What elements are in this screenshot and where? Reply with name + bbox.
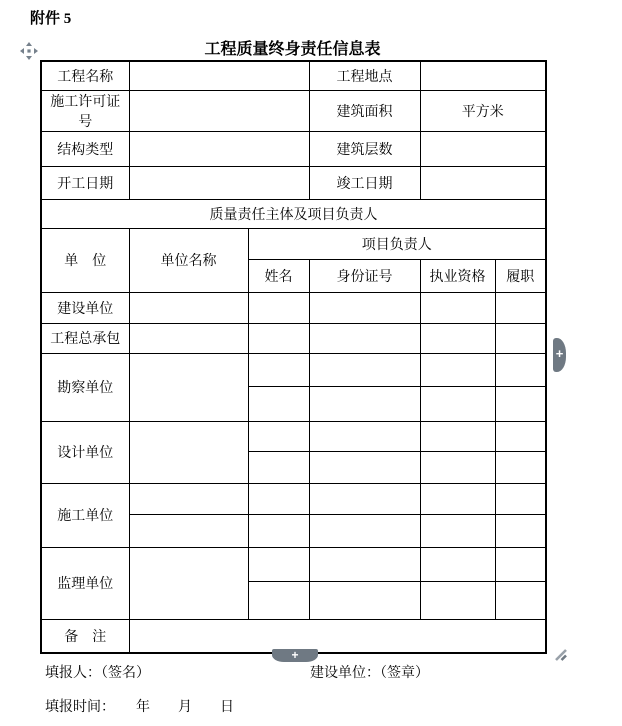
input-cell[interactable] [309, 451, 420, 483]
table-row [41, 131, 546, 166]
input-cell[interactable] [129, 292, 248, 323]
table-row [41, 61, 546, 90]
input-cell[interactable] [248, 386, 309, 421]
input-cell[interactable] [248, 514, 309, 547]
input-cell[interactable] [129, 514, 248, 547]
project-location-input-cell[interactable] [420, 61, 546, 90]
col-header-duty: 履职 [495, 259, 546, 292]
input-cell[interactable] [495, 421, 546, 451]
input-cell[interactable] [495, 451, 546, 483]
permit-number-input-cell[interactable] [129, 90, 309, 131]
input-cell[interactable] [420, 292, 495, 323]
input-cell[interactable] [495, 514, 546, 547]
input-cell[interactable] [420, 514, 495, 547]
input-cell[interactable] [495, 581, 546, 619]
input-cell[interactable] [420, 353, 495, 386]
input-cell[interactable] [129, 353, 248, 421]
unit-label-survey: 勘察单位 [41, 353, 129, 421]
input-cell[interactable] [248, 581, 309, 619]
input-cell[interactable] [309, 514, 420, 547]
input-cell[interactable] [248, 547, 309, 581]
table-move-handle-icon[interactable] [20, 42, 38, 60]
project-name-input-cell[interactable] [129, 61, 309, 90]
input-cell[interactable] [495, 292, 546, 323]
input-cell[interactable] [495, 547, 546, 581]
start-date-input-cell[interactable] [129, 166, 309, 199]
input-cell[interactable] [248, 353, 309, 386]
move-arrows-icon [20, 42, 38, 60]
add-row-handle[interactable] [272, 649, 318, 662]
unit-label-construction-owner: 建设单位 [41, 292, 129, 323]
input-cell[interactable] [248, 323, 309, 353]
unit-label-supervision: 监理单位 [41, 547, 129, 619]
input-cell[interactable] [420, 483, 495, 514]
col-header-id-number: 身份证号 [309, 259, 420, 292]
table-row [41, 292, 546, 323]
structure-type-label-cell: 结构类型 [41, 131, 129, 166]
unit-label-builder: 施工单位 [41, 483, 129, 547]
input-cell[interactable] [420, 451, 495, 483]
responsibility-form-table [40, 60, 547, 654]
table-resize-handle-icon[interactable] [555, 648, 567, 660]
input-cell[interactable] [129, 323, 248, 353]
table-title: 工程质量终身责任信息表 [204, 41, 381, 58]
input-cell[interactable] [309, 421, 420, 451]
col-header-name: 姓名 [248, 259, 309, 292]
builder-seal-label: 建设单位：（签章） [310, 666, 429, 681]
input-cell[interactable] [129, 483, 248, 514]
unit-label-design: 设计单位 [41, 421, 129, 483]
col-header-unit: 单 位 [41, 228, 129, 292]
project-location-label-cell: 工程地点 [309, 61, 420, 90]
input-cell[interactable] [495, 353, 546, 386]
floor-count-label-cell: 建筑层数 [309, 131, 420, 166]
section-header-cell: 质量责任主体及项目负责人 [41, 199, 546, 228]
remark-input-cell[interactable] [129, 619, 546, 653]
table-row [41, 421, 546, 451]
plus-icon: + [291, 648, 299, 662]
building-area-unit-cell[interactable]: 平方米 [420, 90, 546, 131]
table-row [41, 483, 546, 514]
permit-number-label-cell: 施工许可证号 [41, 90, 129, 131]
col-header-qualification: 执业资格 [420, 259, 495, 292]
unit-label-general-contractor: 工程总承包 [41, 323, 129, 353]
input-cell[interactable] [420, 581, 495, 619]
input-cell[interactable] [309, 386, 420, 421]
completion-date-input-cell[interactable] [420, 166, 546, 199]
start-date-label-cell: 开工日期 [41, 166, 129, 199]
input-cell[interactable] [420, 386, 495, 421]
input-cell[interactable] [129, 421, 248, 483]
input-cell[interactable] [309, 323, 420, 353]
plus-icon: + [555, 346, 564, 361]
input-cell[interactable] [129, 547, 248, 619]
input-cell[interactable] [248, 451, 309, 483]
table-row [41, 228, 546, 259]
input-cell[interactable] [309, 353, 420, 386]
table-row [41, 353, 546, 386]
input-cell[interactable] [420, 421, 495, 451]
col-header-unit-name: 单位名称 [129, 228, 248, 292]
fill-date-label: 填报时间： 年 月 日 [45, 700, 234, 715]
input-cell[interactable] [309, 292, 420, 323]
input-cell[interactable] [420, 547, 495, 581]
input-cell[interactable] [495, 483, 546, 514]
attachment-label: 附件 5 [30, 11, 72, 27]
table-row [41, 199, 546, 228]
table-row [41, 166, 546, 199]
input-cell[interactable] [495, 386, 546, 421]
input-cell[interactable] [309, 483, 420, 514]
completion-date-label-cell: 竣工日期 [309, 166, 420, 199]
table-row [41, 323, 546, 353]
input-cell[interactable] [420, 323, 495, 353]
input-cell[interactable] [248, 483, 309, 514]
input-cell[interactable] [309, 581, 420, 619]
input-cell[interactable] [309, 547, 420, 581]
structure-type-input-cell[interactable] [129, 131, 309, 166]
floor-count-input-cell[interactable] [420, 131, 546, 166]
building-area-label-cell: 建筑面积 [309, 90, 420, 131]
remark-label-cell: 备 注 [41, 619, 129, 653]
table-row [41, 90, 546, 131]
input-cell[interactable] [248, 421, 309, 451]
filler-signature-label: 填报人：（签名） [45, 666, 150, 681]
project-name-label-cell: 工程名称 [41, 61, 129, 90]
table-row [41, 547, 546, 581]
col-header-leader-group: 项目负责人 [248, 228, 546, 259]
input-cell[interactable] [495, 323, 546, 353]
input-cell[interactable] [248, 292, 309, 323]
resize-grip-icon [555, 649, 567, 661]
add-column-handle[interactable] [553, 338, 566, 372]
